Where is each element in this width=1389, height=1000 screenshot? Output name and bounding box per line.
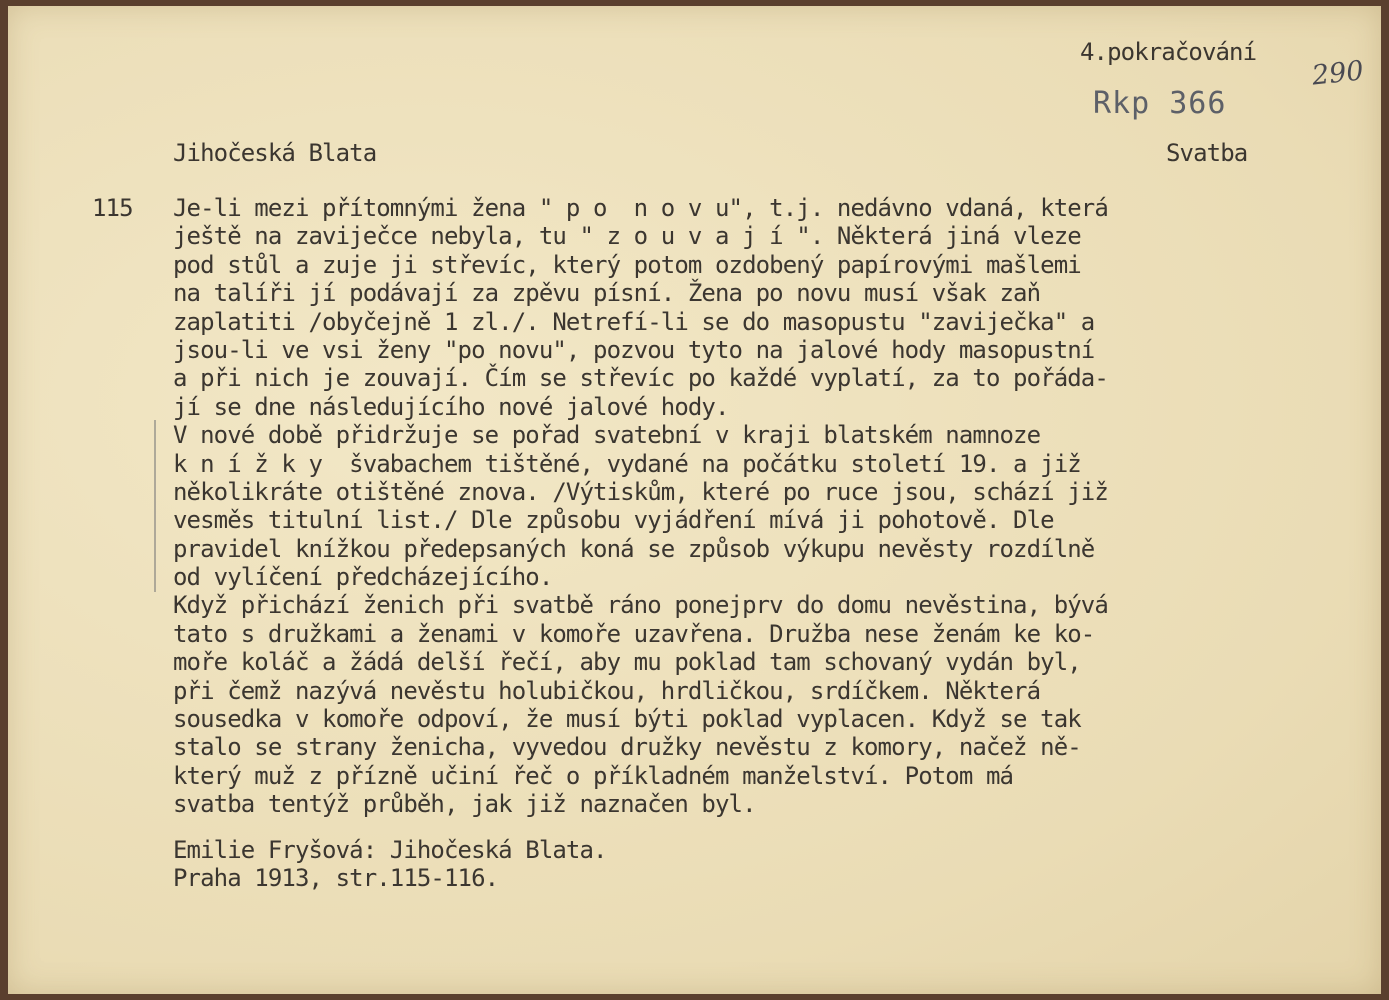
body-line: Když přichází ženich při svatbě ráno ponejprv do domu nevěstina, bývá	[173, 591, 1108, 620]
body-line: pod stůl a zuje ji střevíc, který potom ozdobený papírovými mašlemi	[173, 250, 1081, 279]
body-line: pravidel knížkou předepsaných koná se způsob výkupu nevěsty rozdílně	[173, 534, 1095, 563]
index-card	[8, 6, 1381, 994]
handwritten-page-number: 290	[1310, 55, 1366, 92]
topic-heading: Svatba	[1166, 139, 1248, 167]
body-line: stalo se strany ženicha, vyvedou družky nevěstu z komory, načež ně-	[173, 733, 1081, 762]
manuscript-stamp: Rkp 366	[1093, 86, 1227, 121]
body-line: vesměs titulní list./ Dle způsobu vyjádření mívá ji pohotově. Dle	[173, 506, 1054, 535]
source-line: Emilie Fryšová: Jihočeská Blata.	[173, 836, 607, 864]
body-line: k n í ž k y švabachem tištěné, vydané na počátku století 19. a již	[173, 449, 1081, 478]
pencil-margin-mark	[154, 420, 170, 592]
body-line: jsou-li ve vsi ženy "po novu", pozvou tyto na jalové hody masopustní	[173, 335, 1095, 364]
body-line: několikráte otištěné znova. /Výtiskům, které po ruce jsou, schází již	[173, 477, 1108, 506]
body-line: který muž z přízně učiní řeč o příkladném manželství. Potom má	[173, 761, 1014, 790]
body-line: tato s družkami a ženami v komoře uzavřena. Družba nese ženám ke ko-	[173, 619, 1095, 648]
body-line: na talíři jí podávají za zpěvu písní. Žena po novu musí však zaň	[173, 279, 1041, 308]
body-text	[173, 194, 1108, 819]
body-line: sousedka v komoře odpoví, že musí býti poklad vyplacen. Když se tak	[173, 705, 1081, 734]
source-citation	[173, 836, 607, 893]
body-line: při čemž nazývá nevěstu holubičkou, hrdličkou, srdíčkem. Některá	[173, 676, 1041, 705]
body-line: svatba tentýž průběh, jak již naznačen byl.	[173, 790, 756, 819]
body-line: V nové době přidržuje se pořad svatební v kraji blatském namnoze	[173, 421, 1041, 450]
body-line: Je-li mezi přítomnými žena " p o n o v u", t.j. nedávno vdaná, která	[173, 194, 1108, 222]
continuation-label: 4.pokračování	[1080, 38, 1257, 66]
body-line: ještě na zaviječce nebyla, tu " z o u v a j í ". Některá jiná vleze	[173, 222, 1081, 251]
source-line: Praha 1913, str.115-116.	[173, 864, 499, 893]
body-line: od vylíčení předcházejícího.	[173, 563, 553, 592]
body-line: zaplatiti /obyčejně 1 zl./. Netrefí-li se do masopustu "zaviječka" a	[173, 307, 1095, 336]
body-line: jí se dne následujícího nové jalové hody.	[173, 392, 729, 421]
page-reference: 115	[92, 194, 133, 222]
body-line: a při nich je zouvají. Čím se střevíc po každé vyplatí, za to pořáda-	[173, 364, 1108, 393]
region-heading: Jihočeská Blata	[173, 139, 377, 167]
body-line: moře koláč a žádá delší řečí, aby mu poklad tam schovaný vydán byl,	[173, 648, 1081, 677]
